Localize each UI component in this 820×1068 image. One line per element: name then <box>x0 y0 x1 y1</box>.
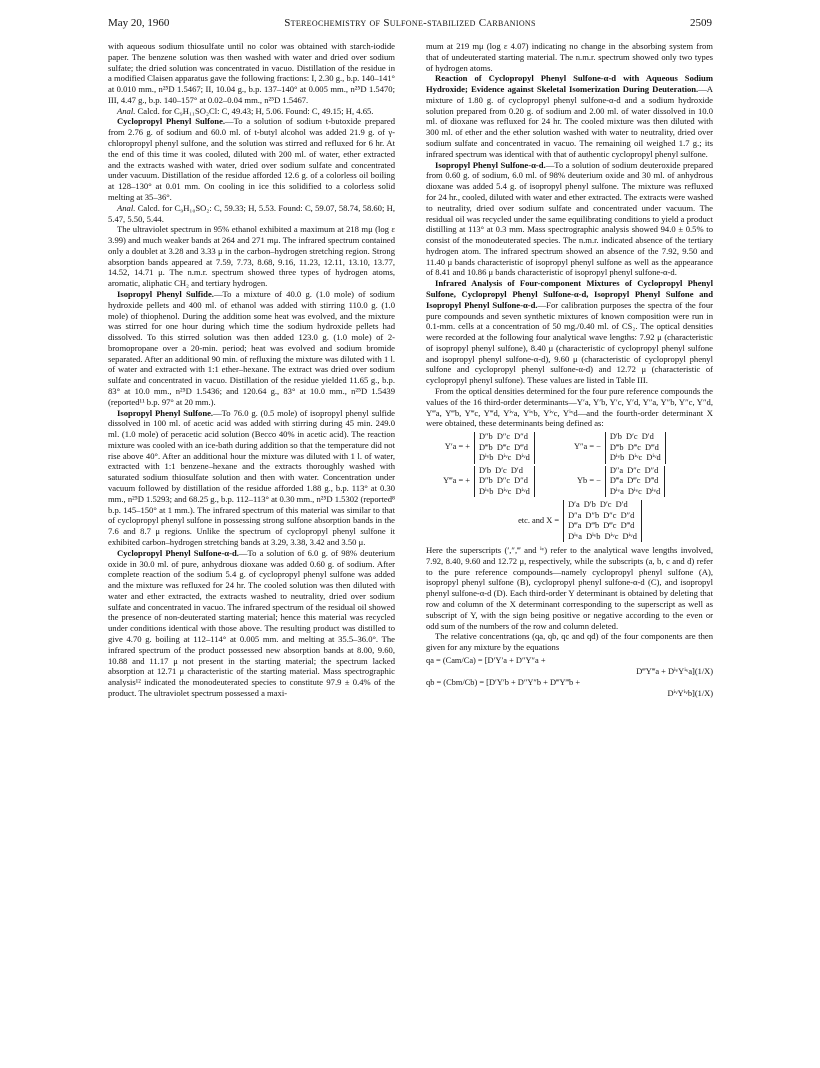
paragraph: The relative concentrations (qa, qb, qc and qd) of the four components are then given for any mixture by the equations <box>426 631 713 653</box>
paragraph: with aqueous sodium thiosulfate until no color was obtained with starch-iodide paper. The benzene solution was then washed with water and dried over sodium sulfate; the dried solution was concentrated in vacuo. Distillation of the residue in a modified Claisen apparatus gave the following fractions: I, 2.30 g., b.p. 140–141° at 0.010 mm., n²⁵D 1.5467; II, 10.04 g., b.p. 137–140° at 0.005 mm., n²⁵D 1.5470; III, 4.47 g., b.p. 140–157° at 0.02–0.04 mm., n²⁵D 1.5467. <box>108 41 395 105</box>
eq-label: Y′a = + <box>444 442 470 452</box>
paragraph <box>108 408 395 548</box>
equation-line: qb = (Cbm/Cb) = [D′Y′b + D″Y″b + D‴Y‴b + <box>426 677 581 687</box>
det-row: Dⁱᵛb Dⁱᵛc Dⁱᵛd <box>479 486 530 496</box>
paragraph: The ultraviolet spectrum in 95% ethanol exhibited a maximum at 218 mμ (log ε 3.99) and much weaker bands at 264 and 271 mμ. The infrared spectrum contained only a doublet at 3.28 and 3.33 μ in the carbon–hydrogen stretching region. Strong absorption bands appeared at 7.59, 7.73, 8.68, 9.16, 11.23, 12.11, 13.10, 13.77, 14.52, 14.71 μ. The n.m.r. spectrum showed three types of hydrogen atoms, aromatic, aliphatic CH₂ and tertiary hydrogen. <box>108 224 395 289</box>
eq-label: Y″a = − <box>573 442 601 452</box>
analysis-paragraph <box>108 106 395 117</box>
section-text: —To 76.0 g. (0.5 mole) of isopropyl phenyl sulfide dissolved in 100 ml. of acetic acid was added with stirring during 45 min. 249.0 ml. (1.0 mole) of peracetic acid solution (Becco 40% in acetic acid). The reaction mixture was cooled with an ice-bath during addition so that the temperature did not rise above 40°. After an additional hour the mixture was diluted with 1 l. of water, extracted with 1:1 benzene–hexane and the extracts thoroughly washed with saturated sodium thiosulfate solution and then with water. Concentration under vacuum followed by distillation of the residue afforded 1.88 g., b.p. 113° at 0.30 mm., n²⁵D 1.5293; and 68.25 g., b.p. 112–113° at 0.30 mm., n²⁵D 1.5302 (reported⁸ b.p. 145–150° at 1 mm.). The infrared spectrum of this material was similar to that of cyclopropyl phenyl sulfone in possessing strong sulfone absorption bands in the 7.6 and 8.7 μ regions. Unlike the spectrum of cyclopropyl phenyl sulfone it exhibited carbon–hydrogen stretching bands at 3.29, 3.38, 3.42 and 3.50 μ. <box>108 407 396 547</box>
anal-text: Calcd. for C₉H₁₀SO₂: C, 59.33; H, 5.53. Found: C, 59.07, 58.74, 58.60; H, 5.47, 5.50, 5.44. <box>108 202 396 224</box>
paragraph: From the optical densities determined for the four pure reference compounds the values of the 16 third-order determinants—Y′a, Y′b, Y′c, Y′d, Y″a, Y″b, Y″c, Y″d, Y‴a, Y‴b, Y‴c, Y‴d, Yⁱᵛa, Yⁱᵛb, Yⁱᵛc, Yⁱᵛd—and the fourth-order determinant X were obtained, these determinants being defined as: <box>426 386 713 429</box>
anal-label: Anal. <box>117 202 136 213</box>
determinant-row <box>426 432 713 464</box>
section-heading: Infrared Analysis of Four-component Mixtures of Cyclopropyl Phenyl Sulfone, Cyclopropyl Phenyl Sulfone-α-d, Isopropyl Phenyl Sulfone and Isopropyl Phenyl Sulfone-α-d. <box>426 278 713 310</box>
page-header <box>108 17 712 31</box>
paragraph: mum at 219 mμ (log ε 4.07) indicating no change in the absorbing system from that of undeuterated starting material. The n.m.r. spectrum showed only two types of hydrogen atoms. <box>426 41 713 73</box>
section-heading: Isopropyl Phenyl Sulfone-α-d. <box>435 159 546 170</box>
concentration-equation <box>426 655 713 699</box>
determinant <box>605 432 666 464</box>
det-row: D‴b D‴c D‴d <box>609 442 659 452</box>
section-text: —To a solution of 6.0 g. of 98% deuterium oxide in 30.0 ml. of pure, anhydrous dioxane was added 0.60 g. of sodium. After complete reaction of the sodium 5.4 g. of cyclopropyl phenyl sulfone was added and the mixture was refluxed for 24 hr. The cooled solution was then diluted with water and ether extracted, the extracts washed to neutrality, dried over sodium sulfate and concentrated in vacuo. The infrared spectrum of the residual oil showed the presence of non-deuterated starting material; hence this material was recycled under conditions identical with those above. The resulting product was distilled to give 4.70 g. boiling at 112–114° at 0.005 mm. and melting at 35.5–36.0°. The infrared spectrum of the product possessed new absorption bands at 8.00, 9.60, 10.88 and 11.17 μ not present in the starting material; the spectrum lacked absorption at 12.71 μ characteristic of the starting material. Mass spectrographic analysis¹² indicated the monodeuterated species to constitute 97.9 ± 0.4% of the product. The ultraviolet spectrum possessed a maxi- <box>108 547 396 698</box>
det-row: D′b D′c D′d <box>479 465 523 475</box>
determinant <box>474 466 535 498</box>
paragraph: Here the superscripts (′,″,‴ and ⁱᵛ) refer to the analytical wave lengths involved, 7.92, 8.40, 9.60 and 12.72 μ, respectively, while the subscripts (a, b, c and d) refer to the pure reference compounds—namely cyclopropyl phenyl sulfone (A), isopropyl phenyl sulfone (B), cyclopropyl phenyl sulfone-α-d (C), and isopropyl phenyl sulfone-α-d (D). Each third-order Y determinant is obtained by deleting that row and column of the X determinant corresponding to the superscript as well as subscript of Y, with the sign being positive or negative according to the even or odd sum of the numbers of the row and column deleted. <box>426 545 713 631</box>
equation-line: D‴Y‴a + DⁱᵛYⁱᵛa](1/X) <box>636 666 713 676</box>
det-row: D‴b D‴c D‴d <box>479 442 528 452</box>
eq-label: etc. and X = <box>518 515 560 525</box>
paragraph <box>426 278 713 386</box>
determinant-row <box>426 500 713 542</box>
anal-text: Calcd. for C₉H₁₁SO₂Cl: C, 49.43; H, 5.06. Found: C, 49.15; H, 4.65. <box>137 105 374 116</box>
paragraph <box>108 548 395 699</box>
section-text: —To a solution of sodium deuteroxide prepared from 0.60 g. of sodium, 6.0 ml. of 98% deuterium oxide and 30 ml. of anhydrous dioxane was added 5.4 g. of isopropyl phenyl sulfone. The mixture was refluxed for 24 hr., cooled, diluted with water and ether extracted. The extracts were washed to neutrality, dried over sodium sulfate and concentrated under vacuum. The residual oil was recycled under the same equilibrating conditions to yield a product distilling at 113° at 0.3 mm. Mass spectrographic analysis showed 94.0 ± 0.5% to consist of the monodeuterated species. The n.m.r. indicated absence of the tertiary hydrogen atom. The infrared spectrum showed an absence of the 7.92, 9.50 and 11.40 μ bands characteristic of isopropyl phenyl sulfone as well as the appearance of 8.41 and 10.86 μ bands characteristic of isopropyl phenyl sulfone-α-d. <box>426 159 714 278</box>
det-row: D′a D′b D′c D′d <box>568 500 628 510</box>
det-row: D″b D″c D″d <box>479 432 528 442</box>
section-text: —For calibration purposes the spectra of the four pure compounds and seven synthetic mixtures of known composition were run in 0.1-mm. cells at a concentration of 50 mg./0.40 ml. of CS₂. The optical densities were recorded at the following four analytical wave lengths: 7.92 μ (characteristic of isopropyl phenyl sulfone), 8.40 μ (characteristic of cyclopropyl phenyl sulfone and isopropyl phenyl sulfone-α-d), 9.60 μ (characteristic of cyclopropyl phenyl sulfone and cyclopropyl phenyl sulfone-α-d) and 12.72 μ (characteristic of cyclopropyl phenyl sulfone). These values are listed in Table III. <box>426 299 713 386</box>
equation-line: qa = (Cam/Ca) = [D′Y′a + D″Y″a + <box>426 655 546 665</box>
anal-label: Anal. <box>117 105 136 116</box>
determinant <box>605 466 665 498</box>
paragraph <box>108 116 395 202</box>
determinant-x <box>563 500 642 542</box>
analysis-paragraph <box>108 203 395 225</box>
section-heading: Reaction of Cyclopropyl Phenyl Sulfone-α-d with Aqueous Sodium Hydroxide; Evidence against Skeletal Isomerization During Deuteration. <box>426 73 713 95</box>
section-heading: Cyclopropyl Phenyl Sulfone. <box>117 116 226 127</box>
header-title: Stereochemistry of Sulfone-stabilized Carbanions <box>284 17 536 29</box>
section-text: —To a mixture of 40.0 g. (1.0 mole) of sodium hydroxide pellets and 400 ml. of ethanol was added with stirring 110.0 g. (1.0 mole) of thiophenol. During the addition some heat was evolved, and the mixture was stirred for one hour during which time the sodium hydroxide pellets had dissolved. To this stirred solution was then added 123.0 g. (1.0 mole) of 2-bromopropane over a 20-min. period; heat was evolved and sodium bromide separated. After an additional 90 min. of refluxing the mixture was diluted with 1 l. of water and extracted with 1:1 ether–hexane. The extract was dried over sodium sulfate and concentrated in vacuo. Distillation of the residue yielded 11.65 g., b.p. 83° at 10.0 mm., n²⁵D 1.5436; and 120.64 g., 83° at 10.0 mm., n²⁵D 1.5439 (reported¹¹ b.p. 97° at 20 mm.). <box>108 288 395 407</box>
paragraph <box>426 160 713 279</box>
determinant-equations <box>426 432 713 542</box>
paragraph <box>426 73 713 159</box>
det-row: D′b D′c D′d <box>609 432 654 442</box>
equation-line: DⁱᵛYⁱᵛb](1/X) <box>667 688 713 698</box>
det-row: D‴a D‴b D‴c D‴d <box>568 521 635 531</box>
det-row: Dⁱᵛb Dⁱᵛc Dⁱᵛd <box>609 453 661 463</box>
section-heading: Isopropyl Phenyl Sulfide. <box>117 288 214 299</box>
section-text: —A mixture of 1.80 g. of cyclopropyl phenyl sulfone-α-d and a sodium hydroxide solution prepared from 0.20 g. of sodium and 2.00 ml. of water dissolved in 10.0 ml. of dioxane was refluxed for 24 hr. The cooled mixture was then diluted with 300 ml. of ether and the ether solution washed with water to neutrality, dried over sodium sulfate and concentrated in vacuo. The remaining oil weighed 1.7 g.; its infrared spectrum was identical with that of authentic cyclopropyl phenyl sulfone. <box>426 84 713 159</box>
determinant <box>474 432 535 464</box>
det-row: Dⁱᵛa Dⁱᵛb Dⁱᵛc Dⁱᵛd <box>568 531 637 541</box>
det-row: Dⁱᵛa Dⁱᵛc Dⁱᵛd <box>609 486 661 496</box>
det-row: Dⁱᵛb Dⁱᵛc Dⁱᵛd <box>479 453 530 463</box>
right-column <box>426 41 713 701</box>
det-row: D‴a D‴c D‴d <box>609 476 659 486</box>
determinant-row <box>426 466 713 498</box>
det-row: D″b D″c D″d <box>479 476 528 486</box>
det-row: D″a D″b D″c D″d <box>568 510 635 520</box>
eq-label: Yb = − <box>577 475 601 485</box>
section-text: —To a solution of sodium t-butoxide prepared from 2.76 g. of sodium and 60.0 ml. of t-butyl alcohol was added 21.9 g. of γ-chloropropyl phenyl sulfone, and the solution was stirred and refluxed for 6 hr. At the end of this time it was cooled, diluted with 200 ml. of water, ether extracted and the extracts washed with water, dried over sodium sulfate and concentrated under vacuum. Distillation of the residue afforded 12.6 g. of a colorless oil boiling at 128–130° at 0.01 mm. On cooling in ice this solidified to a colorless solid melting at 35–36°. <box>108 116 395 202</box>
section-heading: Isopropyl Phenyl Sulfone. <box>117 407 214 418</box>
header-date: May 20, 1960 <box>108 17 170 29</box>
section-heading: Cyclopropyl Phenyl Sulfone-α-d. <box>117 547 239 558</box>
page-number: 2509 <box>690 17 712 29</box>
det-row: D″a D″c D″d <box>609 465 659 475</box>
left-column <box>108 41 395 699</box>
paragraph <box>108 289 395 408</box>
eq-label: Y‴a = + <box>443 475 470 485</box>
